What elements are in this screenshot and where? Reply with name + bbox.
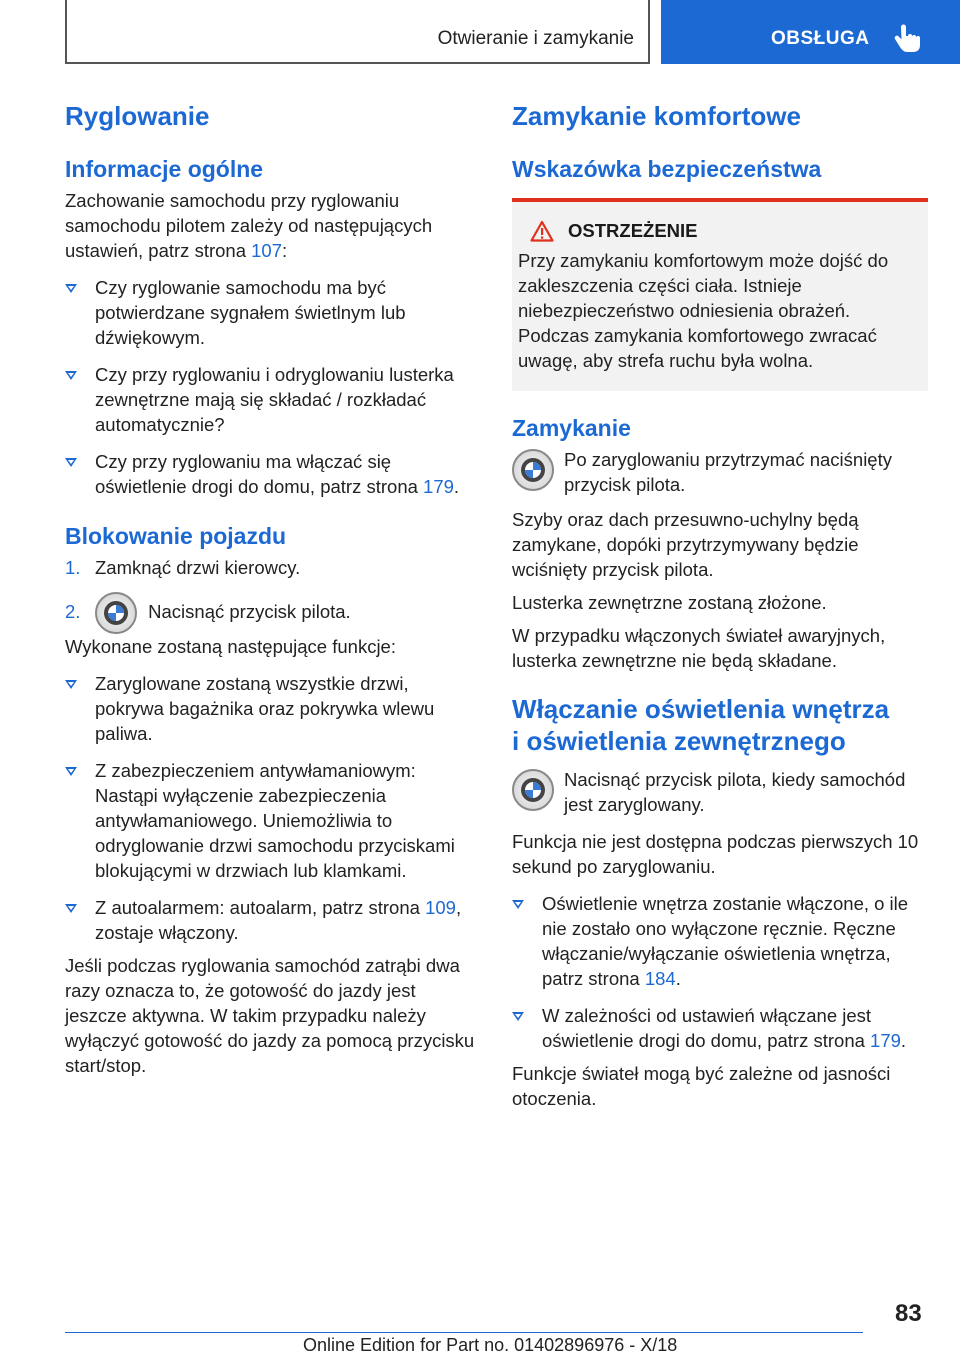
- list-item: W zależności od ustawień włączane jest oświetlenie drogi do domu, patrz strona 179.: [512, 1003, 928, 1053]
- warning-body: Przy zamykaniu komfortowym może dojść do zakleszczenia części ciała. Istnieje niebezpieczeństwo odniesienia obrażeń. Podczas zamykania komfortowego zwracać uwagę, aby strefa ruchu była wolna.: [518, 250, 889, 371]
- warning-triangle-icon: [530, 220, 554, 242]
- page-number: 83: [895, 1300, 922, 1327]
- subheading-blokowanie: Blokowanie pojazdu: [65, 523, 287, 549]
- list-item: Zaryglowane zostaną wszystkie drzwi, pokrywa bagażnika oraz pokrywka wlewu paliwa.: [65, 671, 477, 746]
- list-item: Czy ryglowanie samochodu ma być potwierdzane sygnałem świetlnym lub dźwiękowym.: [65, 275, 477, 350]
- hand-pointer-icon: [893, 24, 921, 54]
- step-item: 1. Zamknąć drzwi kierowcy.: [65, 557, 301, 578]
- bullet-triangle-icon: [65, 284, 77, 293]
- header-section-title: Otwieranie i zamykanie: [437, 28, 634, 49]
- warning-box: [512, 198, 928, 391]
- paragraph: Lusterka zewnętrzne zostaną złożone.: [512, 592, 827, 613]
- remote-key-icon: [512, 449, 554, 491]
- header-section-box: [65, 0, 650, 64]
- left-column: [65, 100, 477, 1078]
- after-steps-text: Wykonane zostaną następujące funkcje:: [65, 636, 396, 657]
- header-chapter-label: OBSŁUGA: [771, 28, 870, 49]
- subheading-zamykanie: Zamykanie: [512, 415, 631, 441]
- bullet-triangle-icon: [65, 767, 77, 776]
- list-item: Z zabezpieczeniem antywłamaniowym: Nastąpi wyłączenie zabezpieczenia antywłamaniowego. Uniemożliwia to odryglowanie drzwi samochodu przyciskami blokującymi w drzwiach lub klamkami.: [65, 758, 477, 883]
- bullet-triangle-icon: [512, 1012, 524, 1021]
- key-instruction: Po zaryglowaniu przytrzymać naciśnięty przycisk pilota.: [512, 447, 928, 497]
- section-title-oswietlenie: Włączanie oświetlenia wnętrza i oświetlenia zewnętrznego: [512, 694, 890, 756]
- right-column: [512, 100, 928, 1111]
- page-link-179[interactable]: 179: [870, 1030, 901, 1051]
- remote-key-icon: [95, 592, 137, 634]
- list-item: Czy przy ryglowaniu ma włączać się oświetlenie drogi do domu, patrz strona 179.: [65, 449, 477, 499]
- section-title-ryglowanie: Ryglowanie: [65, 101, 210, 131]
- footer-divider: [65, 1332, 863, 1333]
- step-item: 2. Nacisnąć przycisk pilota.: [65, 590, 477, 634]
- bullet-triangle-icon: [512, 900, 524, 909]
- intro-paragraph: Zachowanie samochodu przy ryglowaniu samochodu pilotem zależy od następujących ustawień, patrz strona 107:: [65, 190, 433, 261]
- bullet-triangle-icon: [65, 458, 77, 467]
- bullet-triangle-icon: [65, 371, 77, 380]
- key-instruction: Nacisnąć przycisk pilota, kiedy samochód jest zaryglowany.: [512, 767, 928, 817]
- paragraph: Funkcje świateł mogą być zależne od jasności otoczenia.: [512, 1063, 891, 1109]
- page-link-107[interactable]: 107: [251, 240, 282, 261]
- bullet-triangle-icon: [65, 904, 77, 913]
- footer-edition: Online Edition for Part no. 01402896976 - X/18: [303, 1335, 678, 1355]
- page-link-109[interactable]: 109: [425, 897, 456, 918]
- list-item: Z autoalarmem: autoalarm, patrz strona 109, zostaje włączony.: [65, 895, 477, 945]
- subheading-wskazowka: Wskazówka bezpieczeństwa: [512, 156, 822, 182]
- list-item: Oświetlenie wnętrza zostanie włączone, o ile nie zostało ono wyłączone ręcznie. Ręczne włączanie/wyłączanie oświetlenia wnętrza, patrz strona 184.: [512, 891, 928, 991]
- page-link-179[interactable]: 179: [423, 476, 454, 497]
- page-link-184[interactable]: 184: [644, 968, 676, 989]
- warning-title: OSTRZEŻENIE: [518, 220, 920, 242]
- bullet-triangle-icon: [65, 680, 77, 689]
- remote-key-icon: [512, 769, 554, 811]
- paragraph: Szyby oraz dach przesuwno-uchylny będą zamykane, dopóki przytrzymywany będzie wciśnięty przycisk pilota.: [512, 509, 859, 580]
- header-chapter-tab[interactable]: [661, 0, 960, 64]
- section-title-zamykanie-komfortowe: Zamykanie komfortowe: [512, 101, 801, 131]
- paragraph: Funkcja nie jest dostępna podczas pierwszych 10 sekund po zaryglowaniu.: [512, 831, 919, 877]
- closing-paragraph: Jeśli podczas ryglowania samochód zatrąbi dwa razy oznacza to, że gotowość do jazdy jest jeszcze aktywna. W takim przypadku należy wyłączyć gotowość do jazdy za pomocą przycisku start/stop.: [65, 955, 475, 1076]
- paragraph: W przypadku włączonych świateł awaryjnych, lusterka zewnętrzne nie będą składane.: [512, 625, 886, 671]
- subheading-informacje: Informacje ogólne: [65, 156, 264, 182]
- list-item: Czy przy ryglowaniu i odryglowaniu lusterka zewnętrzne mają się składać / rozkładać automatycznie?: [65, 362, 477, 437]
